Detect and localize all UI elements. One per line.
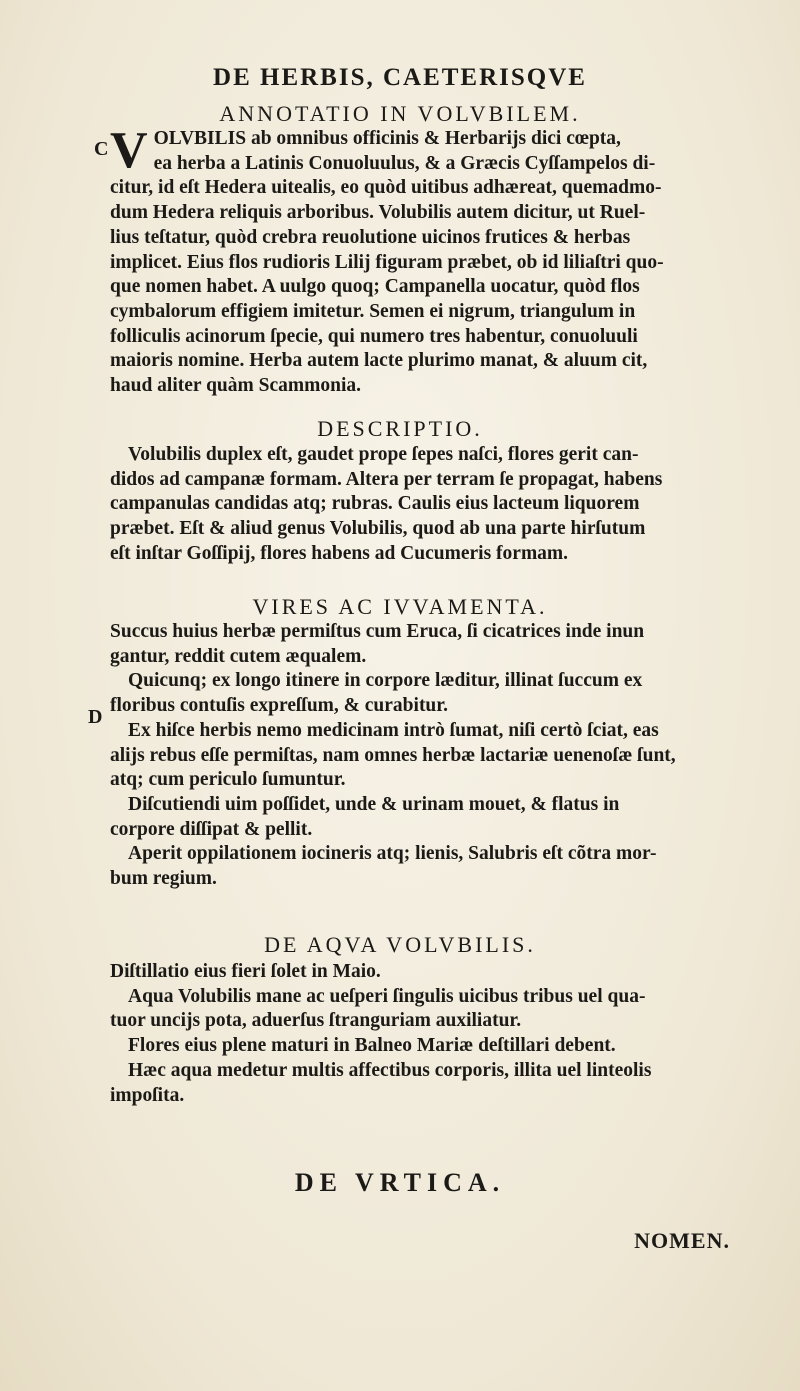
text-line: didos ad campanæ formam. Altera per terram ſe propagat, habens [110, 468, 663, 490]
text-line: bum regium. [110, 868, 217, 890]
text-line: gantur, reddit cutem æqualem. [110, 645, 367, 667]
text-line: cymbalorum effigiem imitetur. Semen ei nigrum, triangulum in [110, 300, 636, 322]
aqua-text [110, 960, 752, 1108]
annotation-heading: ANNOTATIO IN VOLVBILEM. [219, 101, 581, 126]
text-line: campanulas candidas atq; rubras. Caulis eius lacteum liquorem [110, 493, 640, 515]
text-line: Diſcutiendi uim poſſidet, unde & urinam mouet, & flatus in [128, 793, 620, 815]
text-line: que nomen habet. A uulgo quoq; Campanella uocatur, quòd flos [110, 276, 640, 298]
text-line: Diſtillatio eius fieri ſolet in Maio. [110, 961, 381, 982]
text-line: floribus contuſis expreſſum, & curabitur. [110, 695, 449, 717]
text-line: atq; cum periculo ſumuntur. [110, 769, 346, 791]
text-line: Ex hiſce herbis nemo medicinam intrò ſumat, niſi certò ſciat, eas [128, 719, 659, 741]
drop-cap: V [110, 122, 148, 179]
text-line: tuor uncijs pota, aduerſus ſtranguriam auxiliatur. [110, 1010, 522, 1032]
text-line: citur, id eſt Hedera uitealis, eo quòd uitibus adhæreat, quemadmo- [110, 177, 662, 199]
text-line: Succus huius herbæ permiſtus cum Eruca, ſi cicatrices inde inun [110, 621, 645, 642]
text-line: corpore diſſipat & pellit. [110, 818, 313, 840]
text-line: impoſita. [110, 1084, 185, 1106]
vires-text [110, 620, 752, 892]
text-line: implicet. Eius flos rudioris Lilij figuram præbet, ob id liliaſtri quo- [110, 251, 664, 273]
text-line: Aqua Volubilis mane ac ueſperi ſingulis uicibus tribus uel qua- [128, 985, 646, 1007]
text-line: præbet. Eſt & aliud genus Volubilis, quod ab una parte hirſutum [110, 518, 646, 540]
catchword: NOMEN. [634, 1228, 730, 1253]
text-line: Hæc aqua medetur multis affectibus corporis, illita uel linteolis [128, 1059, 652, 1081]
text-line: Quicunq; ex longo itinere in corpore læditur, illinat ſuccum ex [128, 670, 643, 692]
text-line: maioris nomine. Herba autem lacte plurimo manat, & aluum cit, [110, 350, 648, 372]
next-chapter-heading: DE VRTICA. [294, 1168, 506, 1197]
text-line: haud aliter quàm Scammonia. [110, 375, 362, 397]
vires-heading: VIRES AC IVVAMENTA. [252, 594, 548, 619]
text-line: OLVBILIS ab omnibus officinis & Herbarijs dici cœpta, [153, 128, 621, 149]
aqua-heading: DE AQVA VOLVBILIS. [264, 932, 536, 957]
text-line: ea herba a Latinis Conuoluulus, & a Græcis Cyſſampelos di- [153, 152, 656, 174]
text-line: Aperit oppilationem iocineris atq; lienis, Salubris eſt cõtra mor- [128, 843, 657, 865]
text-line: dum Hedera reliquis arboribus. Volubilis autem dicitur, ut Ruel- [110, 202, 646, 224]
text-line: lius teſtatur, quòd crebra reuolutione uicinos frutices & herbas [110, 226, 631, 248]
descriptio-text [110, 443, 752, 567]
running-head: DE HERBIS, CAETERISQVE [213, 64, 587, 91]
margin-letter-c: C [94, 138, 109, 160]
text-line: folliculis acinorum ſpecie, qui numero tres habentur, conuoluuli [110, 325, 638, 347]
text-line: alijs rebus eſſe permiſtas, nam omnes herbæ lactariæ uenenoſæ ſunt, [110, 744, 676, 766]
margin-letter-d: D [88, 706, 103, 728]
annotation-text [110, 122, 752, 399]
descriptio-heading: DESCRIPTIO. [317, 416, 483, 441]
text-line: eſt inſtar Goſſipij, flores habens ad Cucumeris formam. [110, 542, 569, 564]
text-line: Volubilis duplex eſt, gaudet prope ſepes naſci, flores gerit can- [128, 444, 639, 465]
text-line: Flores eius plene maturi in Balneo Mariæ deſtillari debent. [128, 1035, 616, 1057]
